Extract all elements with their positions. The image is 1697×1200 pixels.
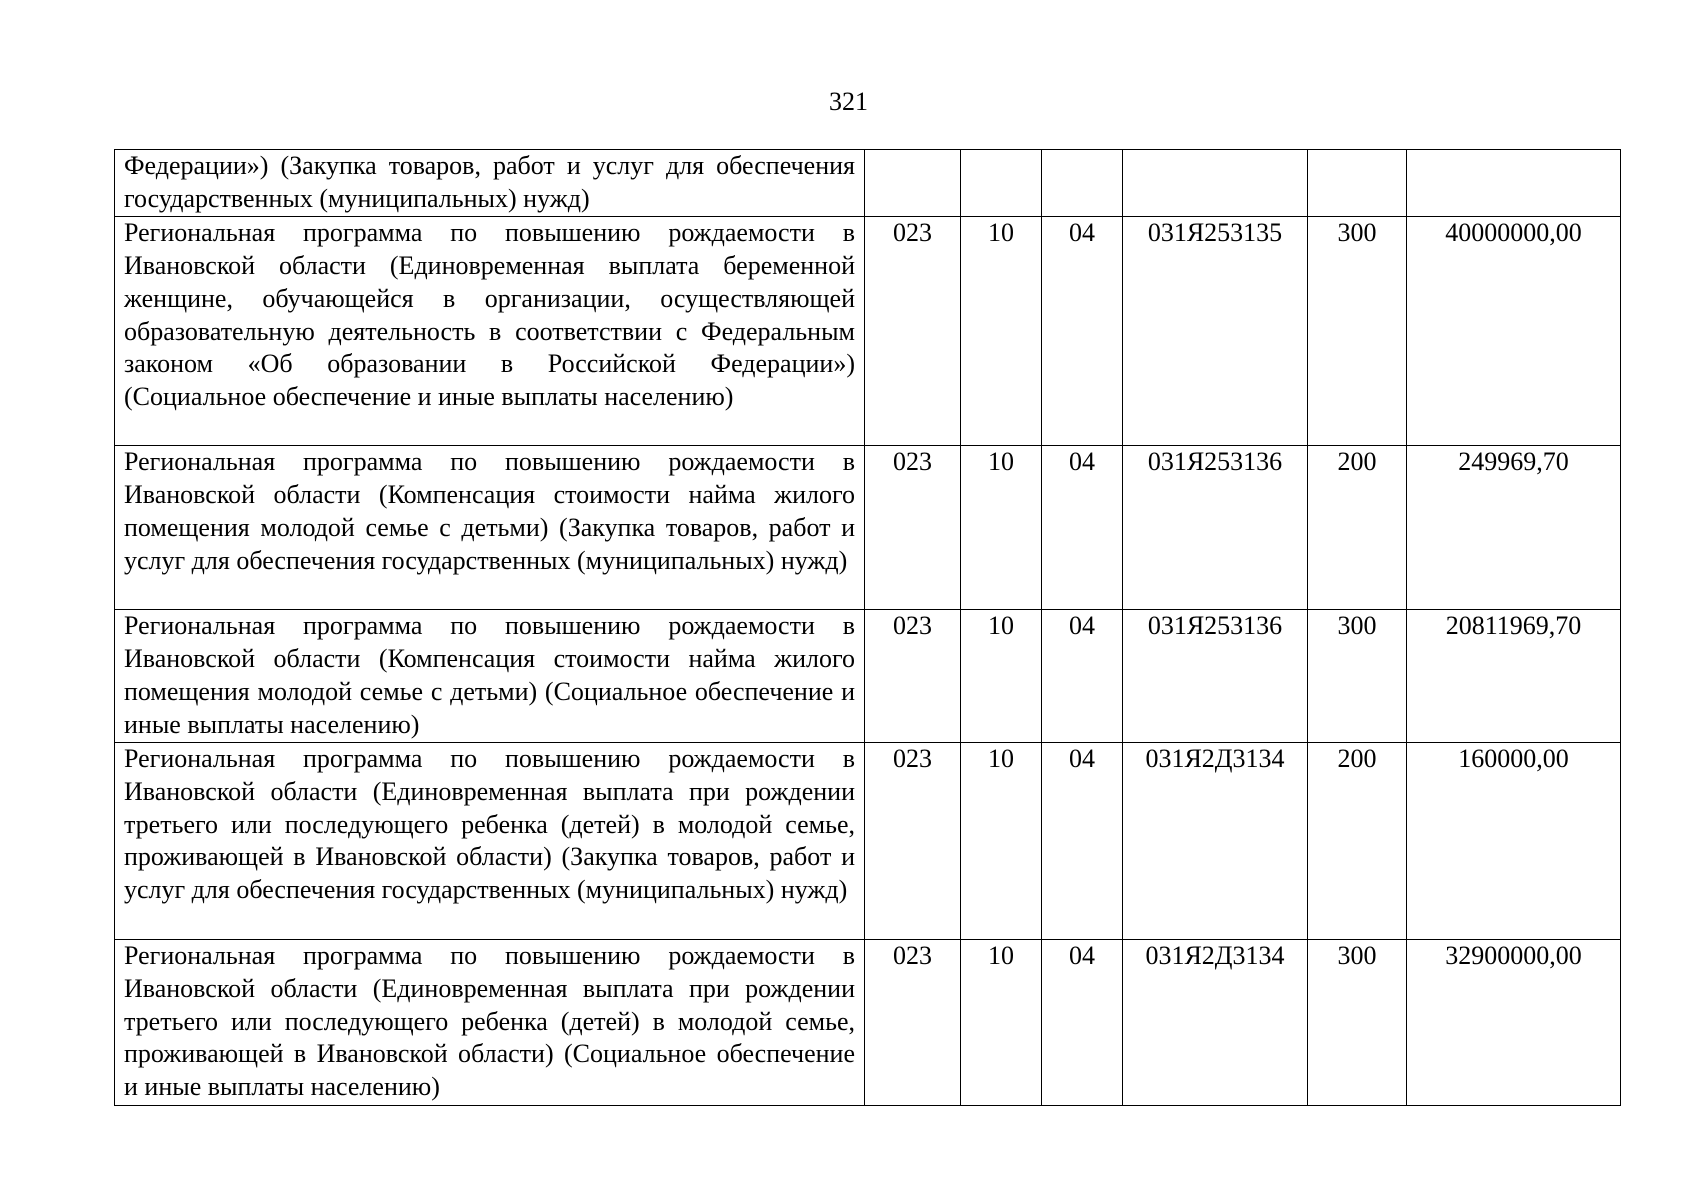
amount: 160000,00 <box>1407 743 1621 940</box>
ministry-code: 023 <box>865 940 961 1106</box>
target-article-code: 031Я2Д3134 <box>1123 743 1308 940</box>
expense-type-code: 300 <box>1308 940 1407 1106</box>
amount: 249969,70 <box>1407 446 1621 610</box>
row-description: Региональная программа по повышению рождаемости в Ивановской области (Компенсация стоимости найма жилого помещения молодой семье с детьми) (Социальное обеспечение и иные выплаты населению) <box>115 610 865 743</box>
row-description: Региональная программа по повышению рождаемости в Ивановской области (Компенсация стоимости найма жилого помещения молодой семье с детьми) (Закупка товаров, работ и услуг для обеспечения государственных (муниципальных) нужд) <box>115 446 865 610</box>
section-code: 10 <box>961 940 1042 1106</box>
subsection-code <box>1042 150 1123 217</box>
table-row <box>115 940 1621 1106</box>
expense-type-code: 200 <box>1308 446 1407 610</box>
subsection-code: 04 <box>1042 940 1123 1106</box>
ministry-code: 023 <box>865 446 961 610</box>
subsection-code: 04 <box>1042 446 1123 610</box>
table-row <box>115 217 1621 446</box>
section-code: 10 <box>961 743 1042 940</box>
expense-type-code: 300 <box>1308 217 1407 446</box>
amount: 20811969,70 <box>1407 610 1621 743</box>
ministry-code: 023 <box>865 610 961 743</box>
section-code: 10 <box>961 446 1042 610</box>
subsection-code: 04 <box>1042 743 1123 940</box>
expense-type-code: 300 <box>1308 610 1407 743</box>
section-code: 10 <box>961 610 1042 743</box>
amount: 40000000,00 <box>1407 217 1621 446</box>
table-row <box>115 150 1621 217</box>
budget-table <box>114 149 1621 1106</box>
subsection-code: 04 <box>1042 217 1123 446</box>
target-article-code: 031Я253135 <box>1123 217 1308 446</box>
page-number: 321 <box>829 87 868 116</box>
row-description: Региональная программа по повышению рождаемости в Ивановской области (Единовременная выплата при рождении третьего или последующего ребенка (детей) в молодой семье, проживающей в Ивановской области) (Социальное обеспечение и иные выплаты населению) <box>115 940 865 1106</box>
target-article-code: 031Я2Д3134 <box>1123 940 1308 1106</box>
budget-table-body <box>115 150 1621 1106</box>
table-row <box>115 446 1621 610</box>
row-description: Региональная программа по повышению рождаемости в Ивановской области (Единовременная выплата при рождении третьего или последующего ребенка (детей) в молодой семье, проживающей в Ивановской области) (Закупка товаров, работ и услуг для обеспечения государственных (муниципальных) нужд) <box>115 743 865 940</box>
section-code <box>961 150 1042 217</box>
row-description: Федерации») (Закупка товаров, работ и услуг для обеспечения государственных (муниципальных) нужд) <box>115 150 865 217</box>
subsection-code: 04 <box>1042 610 1123 743</box>
ministry-code: 023 <box>865 217 961 446</box>
row-description: Региональная программа по повышению рождаемости в Ивановской области (Единовременная выплата беременной женщине, обучающейся в организации, осуществляющей образовательную деятельность в соответствии с Федеральным законом «Об образовании в Российской Федерации») (Социальное обеспечение и иные выплаты населению) <box>115 217 865 446</box>
target-article-code <box>1123 150 1308 217</box>
amount: 32900000,00 <box>1407 940 1621 1106</box>
table-row <box>115 610 1621 743</box>
expense-type-code <box>1308 150 1407 217</box>
target-article-code: 031Я253136 <box>1123 610 1308 743</box>
amount <box>1407 150 1621 217</box>
table-row <box>115 743 1621 940</box>
target-article-code: 031Я253136 <box>1123 446 1308 610</box>
section-code: 10 <box>961 217 1042 446</box>
ministry-code <box>865 150 961 217</box>
expense-type-code: 200 <box>1308 743 1407 940</box>
ministry-code: 023 <box>865 743 961 940</box>
